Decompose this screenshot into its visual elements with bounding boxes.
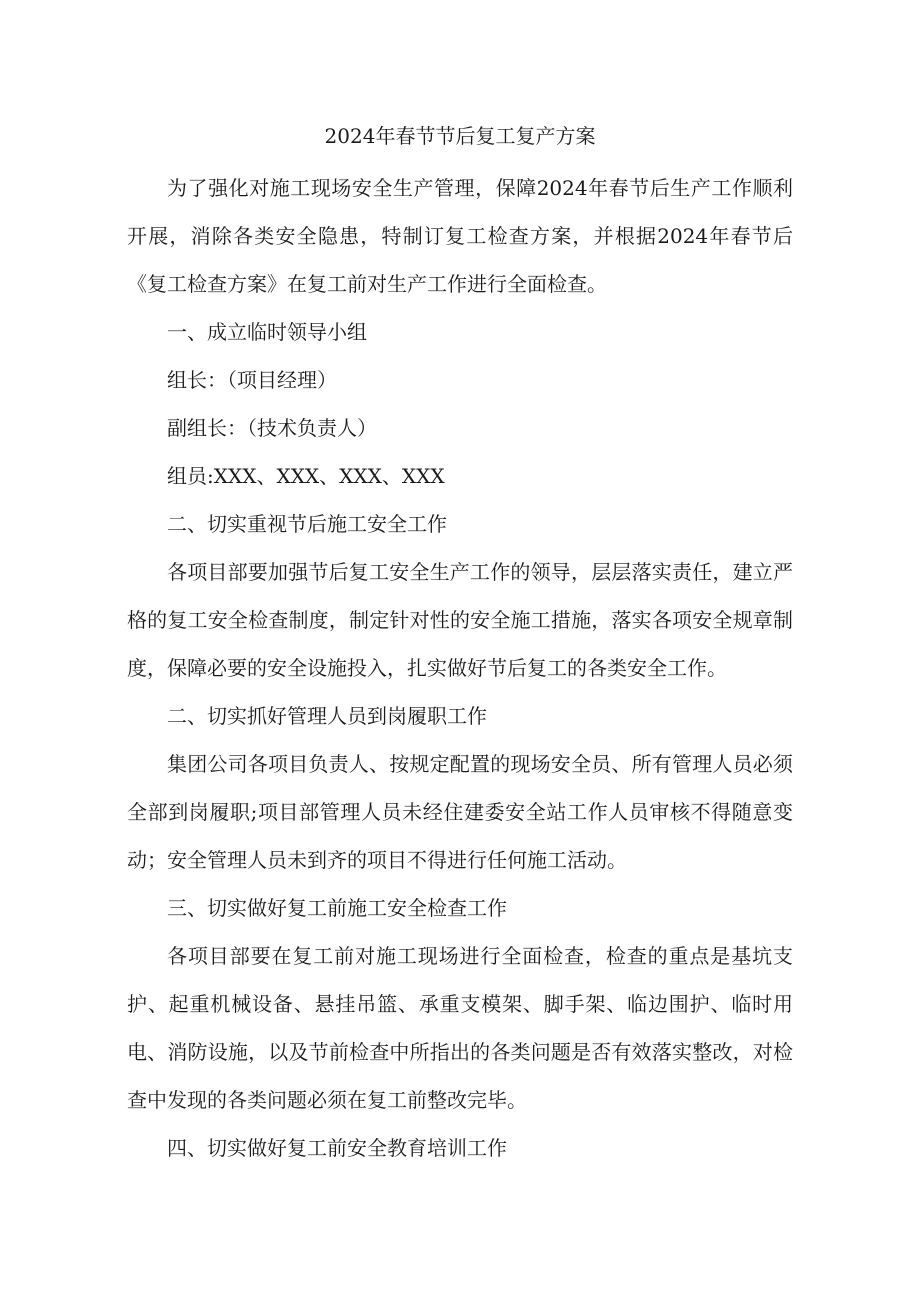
- section-2-paragraph: 各项目部要加强节后复工安全生产工作的领导，层层落实责任，建立严格的复工安全检查制度，制定针对性的安全施工措施，落实各项安全规章制度，保障必要的安全设施投入，扎实做好节后复工的各类安全工作。: [127, 560, 793, 680]
- deputy-leader-line: 副组长：（技术负责人）: [167, 416, 377, 440]
- section-heading-4: 三、切实做好复工前施工安全检查工作: [167, 896, 507, 920]
- intro-paragraph: 为了强化对施工现场安全生产管理，保障2024年春节后生产工作顺利开展，消除各类安全隐患，特制订复工检查方案，并根据2024年春节后《复工检查方案》在复工前对生产工作进行全面检查。: [127, 176, 793, 296]
- section-heading-1: 一、成立临时领导小组: [167, 320, 367, 344]
- group-leader-line: 组长：（项目经理）: [167, 368, 337, 392]
- section-heading-3: 二、切实抓好管理人员到岗履职工作: [167, 704, 487, 728]
- section-heading-2: 二、切实重视节后施工安全工作: [167, 512, 447, 536]
- group-members-line: 组员:XXX、XXX、XXX、XXX: [167, 464, 445, 488]
- section-4-paragraph: 各项目部要在复工前对施工现场进行全面检查，检查的重点是基坑支护、起重机械设备、悬挂吊篮、承重支模架、脚手架、临边围护、临时用电、消防设施，以及节前检查中所指出的各类问题是否有效落实整改，对检查中发现的各类问题必须在复工前整改完毕。: [127, 944, 793, 1112]
- document-title: 2024年春节节后复工复产方案: [324, 124, 596, 148]
- section-3-paragraph: 集团公司各项目负责人、按规定配置的现场安全员、所有管理人员必须全部到岗履职;项目部管理人员未经住建委安全站工作人员审核不得随意变动；安全管理人员未到齐的项目不得进行任何施工活动。: [127, 752, 793, 872]
- section-heading-5: 四、切实做好复工前安全教育培训工作: [167, 1136, 507, 1160]
- document-body: [127, 164, 793, 1172]
